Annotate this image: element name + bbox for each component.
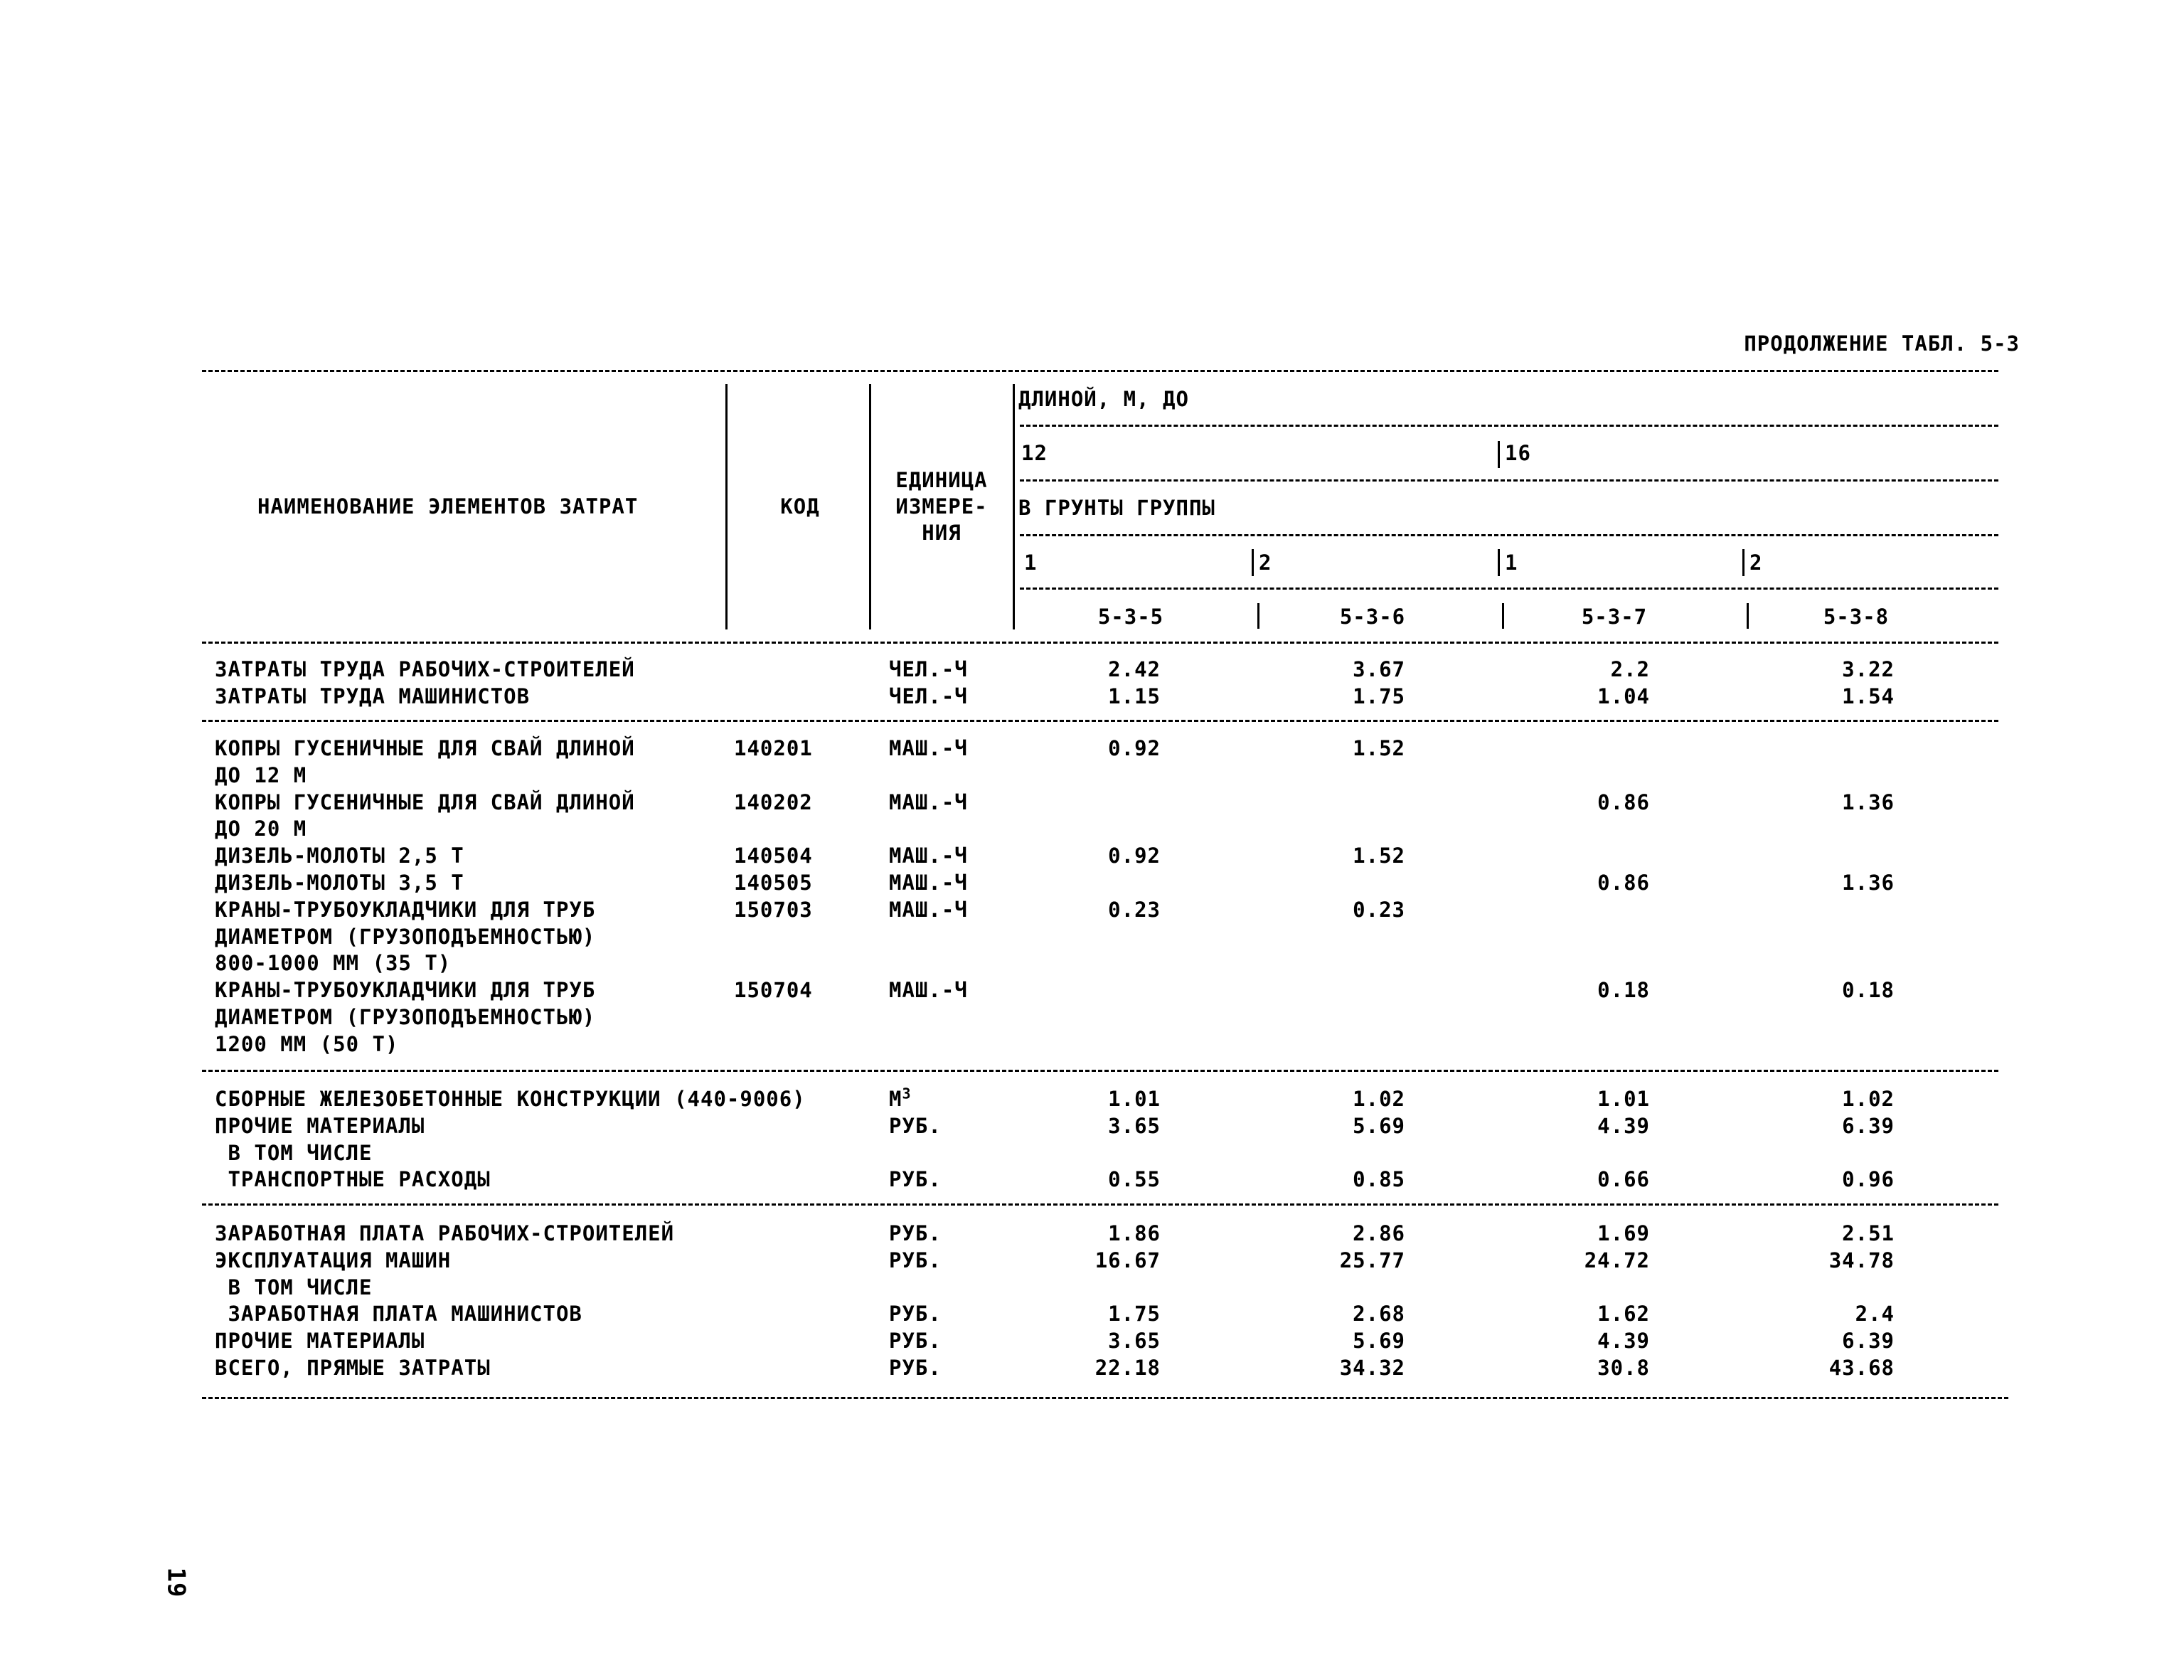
norm-value: 2.42 — [1108, 657, 1161, 681]
unit-of-measure: РУБ. — [889, 1248, 942, 1272]
cost-element-name: СБОРНЫЕ ЖЕЛЕЗОБЕТОННЫЕ КОНСТРУКЦИИ (440-9006) — [215, 1087, 806, 1111]
header-rule — [1020, 425, 1998, 427]
group-header: 2 — [1259, 551, 1272, 575]
unit-column-header: ЕДИНИЦА — [895, 468, 988, 492]
norm-value: 3.65 — [1108, 1329, 1161, 1354]
header-rule — [1020, 588, 1998, 590]
norm-value: 43.68 — [1828, 1356, 1895, 1380]
cost-element-name: КРАНЫ-ТРУБОУКЛАДЧИКИ ДЛЯ ТРУБ — [215, 978, 596, 1003]
norm-value: 1.01 — [1108, 1087, 1161, 1111]
soil-group-header: В ГРУНТЫ ГРУППЫ — [1018, 496, 1215, 520]
unit-of-measure: РУБ. — [889, 1113, 942, 1138]
norm-value: 22.18 — [1094, 1356, 1161, 1380]
unit-of-measure: ЧЕЛ.-Ч — [889, 684, 968, 708]
cost-element-name: ДИАМЕТРОМ (ГРУЗОПОДЪЕМНОСТЬЮ) — [215, 924, 596, 949]
length-12-header: 12 — [1021, 441, 1048, 465]
cost-element-name: ЗАТРАТЫ ТРУДА РАБОЧИХ-СТРОИТЕЛЕЙ — [215, 657, 635, 681]
norm-value: 1.86 — [1108, 1221, 1161, 1245]
section-rule — [202, 1397, 2008, 1399]
length-16-header: 16 — [1505, 441, 1531, 465]
unit-of-measure: МАШ.-Ч — [889, 871, 968, 895]
name-column-header: НАИМЕНОВАНИЕ ЭЛЕМЕНТОВ ЗАТРАТ — [257, 494, 639, 519]
norm-value: 1.02 — [1842, 1087, 1895, 1111]
unit-of-measure: ЧЕЛ.-Ч — [889, 657, 968, 681]
cost-element-name: 1200 ММ (50 Т) — [215, 1031, 399, 1056]
group-header: 2 — [1749, 551, 1763, 575]
unit-of-measure: РУБ. — [889, 1167, 942, 1192]
section-rule — [202, 1070, 1998, 1072]
unit-column-header: НИЯ — [922, 521, 962, 545]
resource-code: 140202 — [734, 790, 813, 814]
cost-element-name: В ТОМ ЧИСЛЕ — [215, 1140, 373, 1165]
norm-value: 4.39 — [1597, 1113, 1650, 1138]
norm-value: 1.69 — [1597, 1221, 1650, 1245]
norm-value: 1.62 — [1597, 1302, 1650, 1327]
header-column-divider — [1498, 441, 1500, 468]
norm-value: 2.68 — [1353, 1302, 1405, 1327]
header-bottom-rule — [202, 642, 1998, 644]
unit-of-measure: РУБ. — [889, 1356, 942, 1380]
header-column-divider — [1252, 549, 1254, 576]
norm-value: 2.86 — [1353, 1221, 1405, 1245]
section-rule — [202, 720, 1998, 722]
norm-value: 1.36 — [1842, 790, 1895, 814]
norm-value: 2.51 — [1842, 1221, 1895, 1245]
cost-element-name: ТРАНСПОРТНЫЕ РАСХОДЫ — [215, 1167, 491, 1192]
header-column-divider — [1257, 603, 1259, 629]
norm-value: 0.86 — [1597, 790, 1650, 814]
resource-code: 140505 — [734, 871, 813, 895]
cost-element-name: ПРОЧИЕ МАТЕРИАЛЫ — [215, 1113, 425, 1138]
norm-code-header: 5-3-7 — [1581, 605, 1648, 629]
unit-of-measure: РУБ. — [889, 1221, 942, 1245]
resource-code: 140201 — [734, 736, 813, 760]
unit-of-measure: РУБ. — [889, 1302, 942, 1327]
cost-element-name: КРАНЫ-ТРУБОУКЛАДЧИКИ ДЛЯ ТРУБ — [215, 897, 596, 922]
header-column-divider — [1502, 603, 1504, 629]
norm-value: 0.92 — [1108, 844, 1161, 868]
table-caption: ПРОДОЛЖЕНИЕ ТАБЛ. 5-3 — [1744, 331, 2020, 356]
norm-value: 1.04 — [1597, 684, 1650, 708]
unit-of-measure: МАШ.-Ч — [889, 790, 968, 814]
cost-element-name: ДО 20 М — [215, 817, 307, 841]
norm-value: 0.55 — [1108, 1167, 1161, 1192]
cost-element-name: ДИЗЕЛЬ-МОЛОТЫ 2,5 Т — [215, 844, 464, 868]
unit-column-header: ИЗМЕРЕ- — [895, 494, 988, 519]
norm-value: 1.15 — [1108, 684, 1161, 708]
group-header: 1 — [1024, 551, 1038, 575]
length-header: ДЛИНОЙ, М, ДО — [1018, 387, 1189, 411]
header-column-divider — [1498, 549, 1500, 576]
norm-value: 5.69 — [1353, 1113, 1405, 1138]
cost-element-name: КОПРЫ ГУСЕНИЧНЫЕ ДЛЯ СВАЙ ДЛИНОЙ — [215, 790, 635, 814]
unit-superscript: 3 — [902, 1085, 912, 1102]
norm-value: 16.67 — [1094, 1248, 1161, 1272]
norm-value: 0.23 — [1353, 897, 1405, 922]
resource-code: 140504 — [734, 844, 813, 868]
norm-value: 2.2 — [1610, 657, 1650, 681]
norm-value: 0.18 — [1842, 978, 1895, 1003]
header-top-rule — [202, 370, 1998, 372]
code-column-header: КОД — [780, 494, 820, 519]
header-column-divider — [869, 384, 871, 629]
header-column-divider — [1013, 384, 1015, 629]
norm-value: 0.96 — [1842, 1167, 1895, 1192]
header-column-divider — [725, 384, 728, 629]
norm-value: 1.54 — [1842, 684, 1895, 708]
norm-value: 1.52 — [1353, 736, 1405, 760]
norm-value: 0.23 — [1108, 897, 1161, 922]
unit-of-measure: $М^3$ — [889, 1085, 912, 1111]
cost-element-name: ДИАМЕТРОМ (ГРУЗОПОДЪЕМНОСТЬЮ) — [215, 1005, 596, 1029]
cost-element-name: ПРОЧИЕ МАТЕРИАЛЫ — [215, 1329, 425, 1354]
unit-of-measure: МАШ.-Ч — [889, 978, 968, 1003]
cost-element-name: ДИЗЕЛЬ-МОЛОТЫ 3,5 Т — [215, 871, 464, 895]
norm-value: 0.86 — [1597, 871, 1650, 895]
norm-value: 0.85 — [1353, 1167, 1405, 1192]
cost-element-name: КОПРЫ ГУСЕНИЧНЫЕ ДЛЯ СВАЙ ДЛИНОЙ — [215, 736, 635, 760]
header-column-divider — [1742, 549, 1744, 576]
norm-value: 1.02 — [1353, 1087, 1405, 1111]
norm-value: 1.36 — [1842, 871, 1895, 895]
header-column-divider — [1747, 603, 1749, 629]
cost-element-name: ЭКСПЛУАТАЦИЯ МАШИН — [215, 1248, 452, 1272]
group-header: 1 — [1505, 551, 1518, 575]
norm-value: 34.78 — [1828, 1248, 1895, 1272]
norm-value: 0.66 — [1597, 1167, 1650, 1192]
norm-value: 30.8 — [1597, 1356, 1650, 1380]
norm-value: 3.65 — [1108, 1113, 1161, 1138]
section-rule — [202, 1203, 1998, 1206]
norm-value: 0.18 — [1597, 978, 1650, 1003]
page-number: 19 — [161, 1567, 191, 1598]
unit-of-measure: МАШ.-Ч — [889, 897, 968, 922]
resource-code: 150703 — [734, 897, 813, 922]
norm-value: 6.39 — [1842, 1113, 1895, 1138]
norm-code-header: 5-3-5 — [1097, 605, 1164, 629]
norm-value: 1.01 — [1597, 1087, 1650, 1111]
cost-element-name: В ТОМ ЧИСЛЕ — [215, 1275, 373, 1299]
norm-code-header: 5-3-8 — [1823, 605, 1890, 629]
norm-value: 1.75 — [1353, 684, 1405, 708]
unit-of-measure: РУБ. — [889, 1329, 942, 1354]
norm-value: 25.77 — [1339, 1248, 1405, 1272]
resource-code: 150704 — [734, 978, 813, 1003]
cost-element-name: ЗАРАБОТНАЯ ПЛАТА РАБОЧИХ-СТРОИТЕЛЕЙ — [215, 1221, 675, 1245]
norm-value: 3.67 — [1353, 657, 1405, 681]
norm-value: 5.69 — [1353, 1329, 1405, 1354]
cost-element-name: 800-1000 ММ (35 Т) — [215, 951, 452, 976]
norm-value: 4.39 — [1597, 1329, 1650, 1354]
norm-value: 24.72 — [1584, 1248, 1650, 1272]
cost-element-name: ЗАТРАТЫ ТРУДА МАШИНИСТОВ — [215, 684, 531, 708]
unit-of-measure: МАШ.-Ч — [889, 844, 968, 868]
norm-value: 2.4 — [1855, 1302, 1895, 1327]
norm-value: 1.52 — [1353, 844, 1405, 868]
cost-element-name: ДО 12 М — [215, 762, 307, 787]
cost-element-name: ВСЕГО, ПРЯМЫЕ ЗАТРАТЫ — [215, 1356, 491, 1380]
header-rule — [1020, 534, 1998, 536]
cost-element-name: ЗАРАБОТНАЯ ПЛАТА МАШИНИСТОВ — [215, 1302, 582, 1327]
header-rule — [1020, 479, 1998, 482]
norm-value: 6.39 — [1842, 1329, 1895, 1354]
norm-code-header: 5-3-6 — [1339, 605, 1406, 629]
unit-of-measure: МАШ.-Ч — [889, 736, 968, 760]
norm-value: 0.92 — [1108, 736, 1161, 760]
norm-value: 3.22 — [1842, 657, 1895, 681]
norm-value: 34.32 — [1339, 1356, 1405, 1380]
norm-value: 1.75 — [1108, 1302, 1161, 1327]
